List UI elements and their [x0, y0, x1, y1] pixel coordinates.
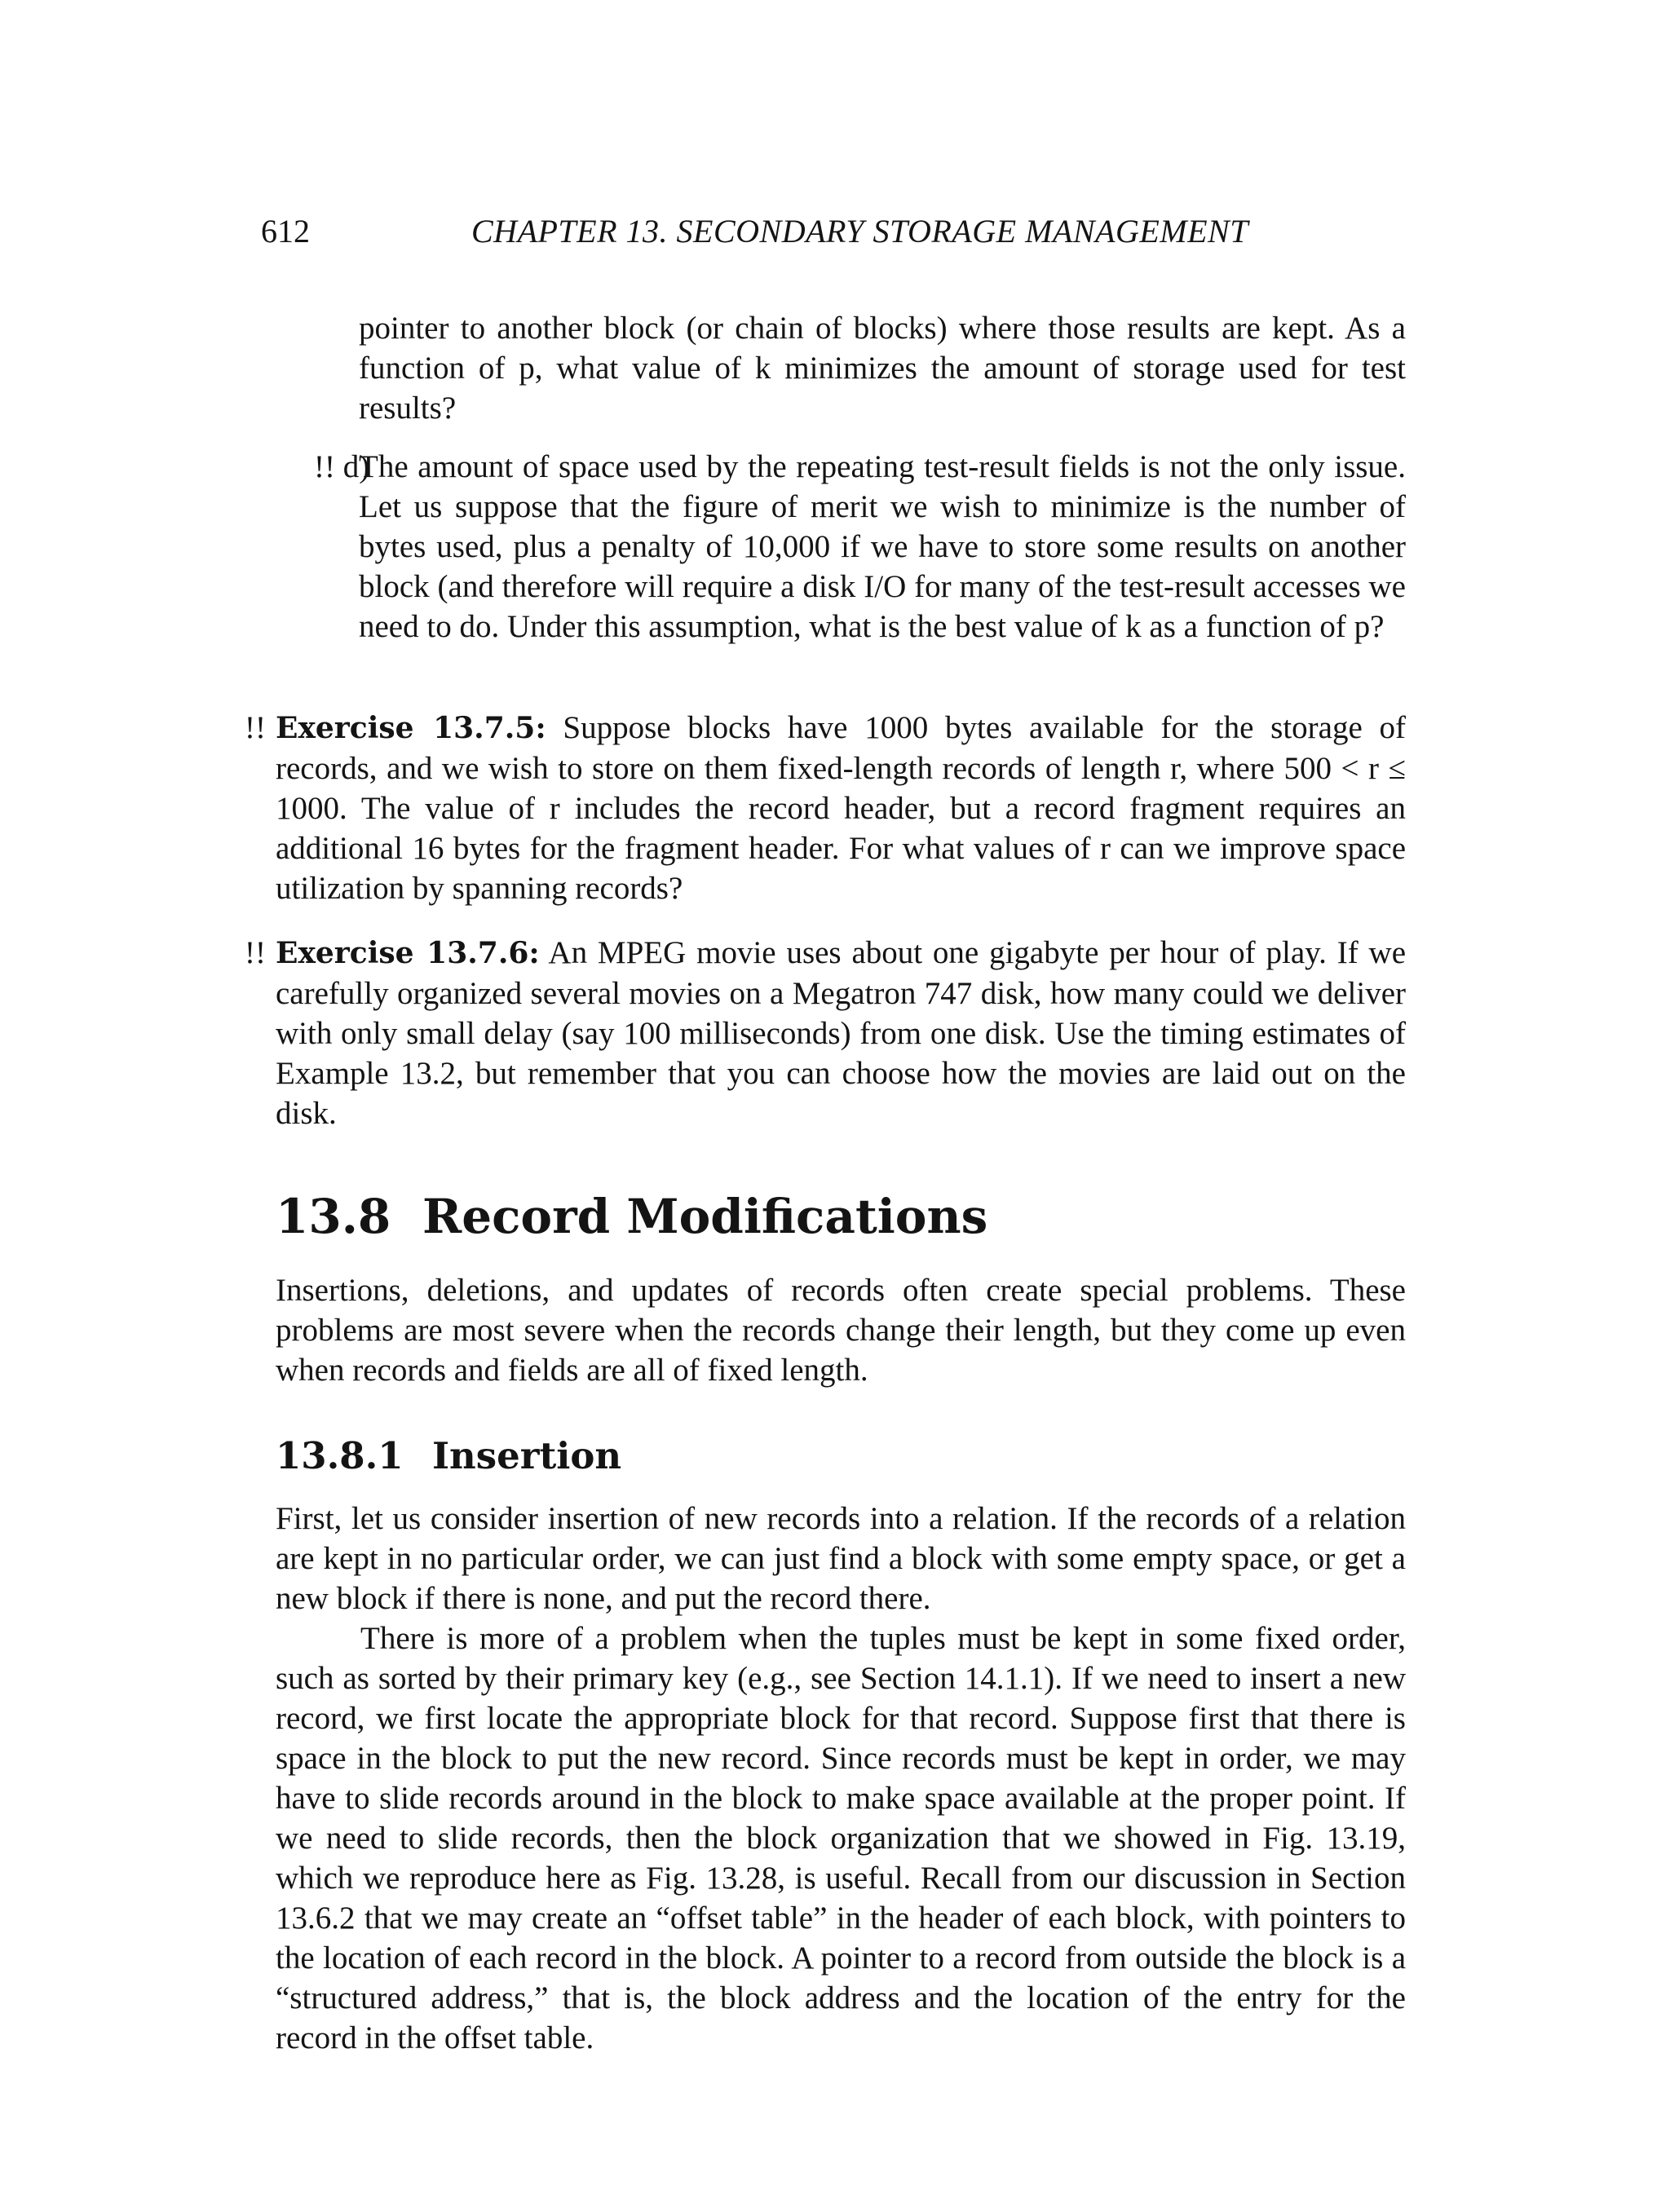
exercise-difficulty-marker: !!: [245, 710, 266, 745]
section-heading: [276, 1184, 987, 1249]
exercise-13-7-5: [276, 708, 1406, 908]
exercise-part-d-text: The amount of space used by the repeating test-result fields is not the only issue. Let us suppose that the figure of merit we wish to minimize is the number of bytes used, plus a penalty of 10,000 if we have to store some results on another block (and therefore will require a disk I/O for many of the test-result accesses we need to do. Under this assumption, what is the best value of k as a function of p?: [359, 449, 1406, 644]
exercise-label: Exercise 13.7.6:: [276, 936, 540, 970]
running-head: [261, 207, 1406, 256]
exercise-text: Suppose blocks have 1000 bytes available for the storage of records, and we wish to store on them fixed-length records of length r, where 500 < r ≤ 1000. The value of r includes the record header, but a record fragment requires an additional 16 bytes for the fragment header. For what values of r can we improve space utilization by spanning records?: [276, 710, 1407, 906]
exercise-difficulty-marker: !!: [245, 935, 266, 970]
exercise-text: An MPEG movie uses about one gigabyte per hour of play. If we carefully organized several movies on a Megatron 747 disk, how many could we deliver with only small delay (say 100 milliseconds) from one disk. Use the timing estimates of Example 13.2, but remember that you can choose how the movies are laid out on the disk.: [276, 935, 1407, 1131]
part-d-marker: !! d): [314, 449, 370, 484]
exercise-13-7-6: [276, 933, 1406, 1133]
section-number: 13.8: [276, 1189, 391, 1244]
section-title: Record Modifications: [422, 1189, 988, 1244]
subsection-number: 13.8.1: [276, 1434, 404, 1477]
chapter-title: CHAPTER 13. SECONDARY STORAGE MANAGEMENT: [471, 213, 1248, 249]
subsection-heading: [276, 1430, 621, 1482]
paragraph: There is more of a problem when the tuples must be kept in some fixed order, such as sorted by their primary key (e.g., see Section 14.1.1). If we need to insert a new record, we first locate the appropriate block for that record. Suppose first that there is space in the block to put the new record. Since records must be kept in order, we may have to slide records around in the block to make space available at the proper point. If we need to slide records, then the block organization that we showed in Fig. 13.19, which we reproduce here as Fig. 13.28, is useful. Recall from our discussion in Section 13.6.2 that we may create an “offset table” in the header of each block, with pointers to the location of each record in the block. A pointer to a record from outside the block is a “structured address,” that is, the block address and the location of the entry for the record in the offset table.: [276, 1621, 1406, 2055]
paragraph: First, let us consider insertion of new records into a relation. If the records of a relation are kept in no particular order, we can just find a block with some empty space, or get a new block if there is none, and put the record there.: [276, 1501, 1406, 1616]
exercise-part-c-continuation: pointer to another block (or chain of blocks) where those results are kept. As a function of p, what value of k minimizes the amount of storage used for test results?: [359, 311, 1406, 426]
subsection-title: Insertion: [432, 1434, 622, 1477]
exercise-label: Exercise 13.7.5:: [276, 711, 546, 745]
page-number: 612: [261, 213, 310, 249]
section-intro: Insertions, deletions, and updates of records often create special problems. These problems are most severe when the records change their length, but they come up even when records and fields are all of fixed length.: [276, 1273, 1406, 1388]
